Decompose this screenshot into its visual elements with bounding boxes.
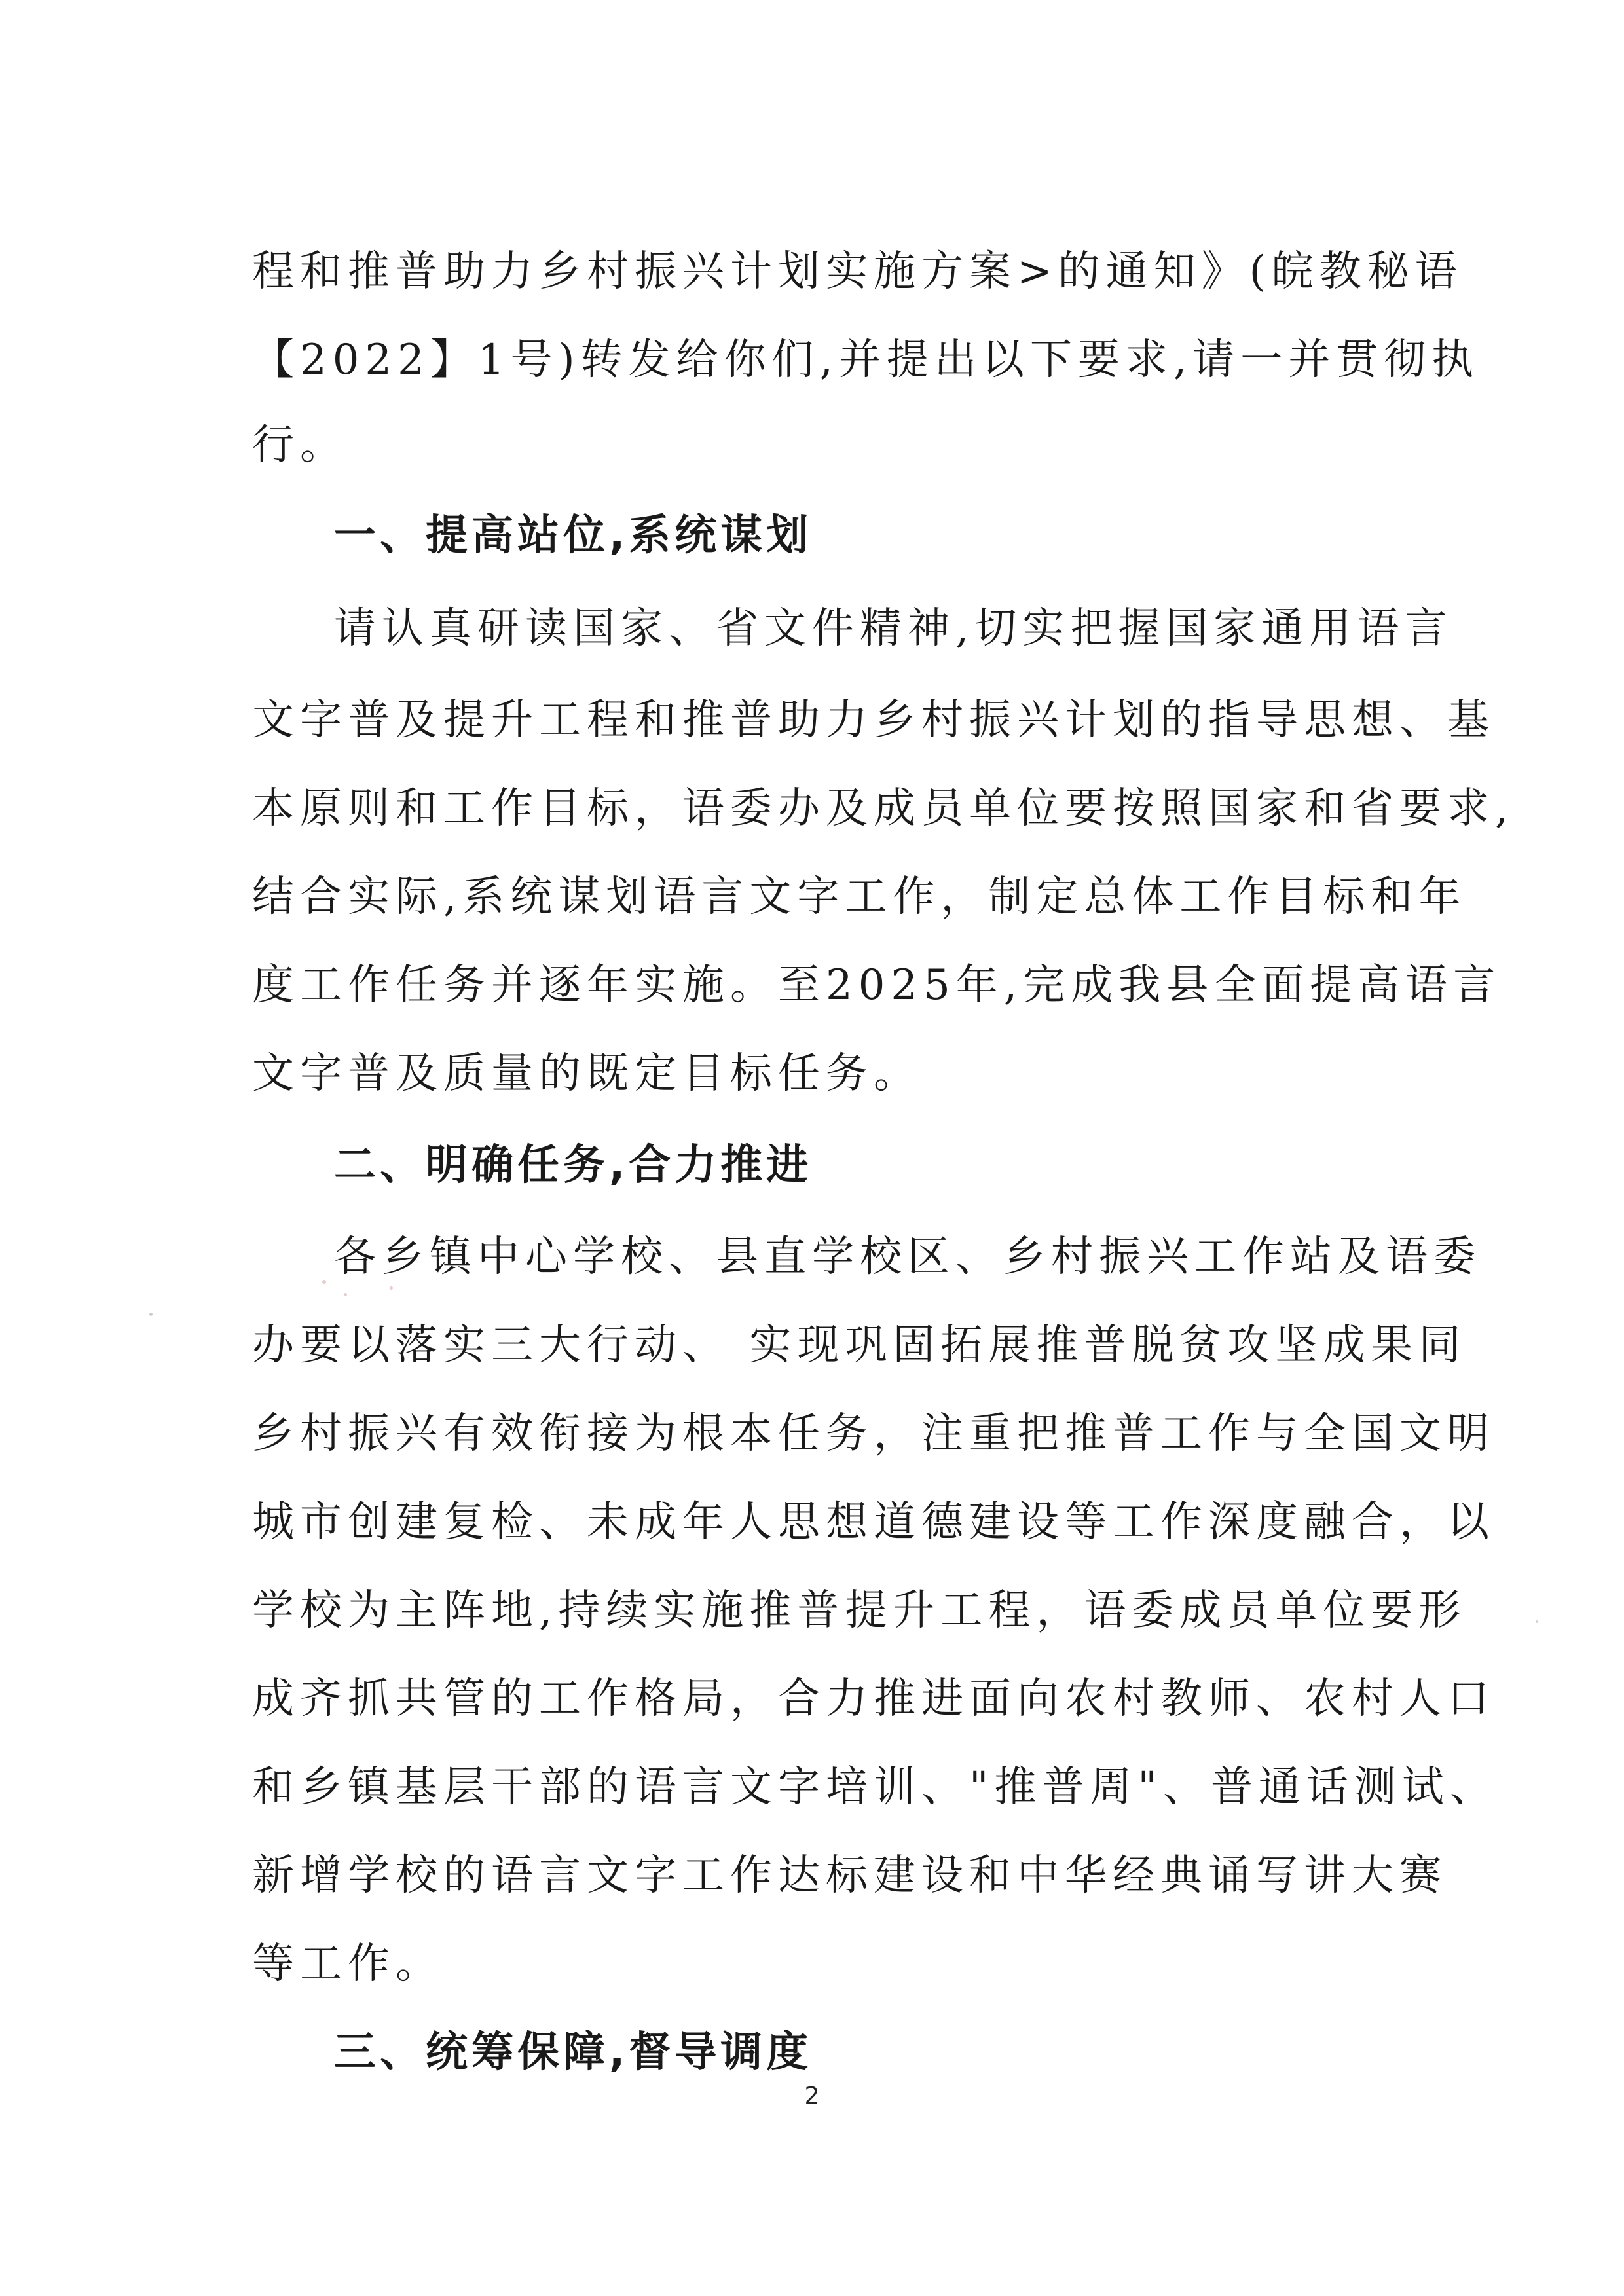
section-1-line-6: 文字普及质量的既定目标任务。 [252,1049,921,1098]
section-2-line-5: 学校为主阵地,持续实施推普提升工程，语委成员单位要形 [252,1586,1467,1635]
section-2-line-4: 城市创建复检、未成年人思想道德建设等工作深度融合，以 [252,1498,1495,1546]
section-2-line-2: 办要以落实三大行动、 实现巩固拓展推普脱贫攻坚成果同 [252,1321,1467,1370]
section-2-line-3: 乡村振兴有效衔接为根本任务，注重把推普工作与全国文明 [252,1410,1495,1458]
intro-line-1: 程和推普助力乡村振兴计划实施方案>的通知》(皖教秘语 [252,247,1463,296]
section-2-heading: 二、明确任务,合力推进 [334,1141,813,1190]
section-1-line-1: 请认真研读国家、省文件精神,切实把握国家通用语言 [334,604,1453,653]
section-1-heading: 一、提高站位,系统谋划 [334,511,813,560]
intro-line-3: 行。 [252,421,348,469]
section-2-line-9: 等工作。 [252,1940,443,1988]
section-2-line-6: 成齐抓共管的工作格局，合力推进面向农村教师、农村人口 [252,1675,1495,1723]
section-1-line-4: 结合实际,系统谋划语言文字工作，制定总体工作目标和年 [252,873,1467,921]
section-1-line-3: 本原则和工作目标，语委办及成员单位要按照国家和省要求, [252,784,1515,833]
scan-speck [1536,1620,1538,1623]
section-1-line-2: 文字普及提升工程和推普助力乡村振兴计划的指导思想、基 [252,696,1495,744]
section-2-line-7: 和乡镇基层干部的语言文字培训、"推普周"、普通话测试、 [252,1763,1498,1812]
section-2-line-1: 各乡镇中心学校、县直学校区、乡村振兴工作站及语委 [334,1233,1481,1281]
scan-speck [390,1286,393,1290]
scan-speck [322,1280,326,1284]
section-3-heading: 三、统筹保障,督导调度 [334,2028,813,2077]
section-2-line-8: 新增学校的语言文字工作达标建设和中华经典诵写讲大赛 [252,1851,1447,1900]
section-1-line-5: 度工作任务并逐年实施。至2025年,完成我县全面提高语言 [252,961,1502,1010]
scan-speck [344,1293,347,1296]
page-number: 2 [804,2083,820,2109]
intro-line-2: 【2022】1号)转发给你们,并提出以下要求,请一并贯彻执 [252,336,1480,384]
scan-speck [149,1313,153,1316]
